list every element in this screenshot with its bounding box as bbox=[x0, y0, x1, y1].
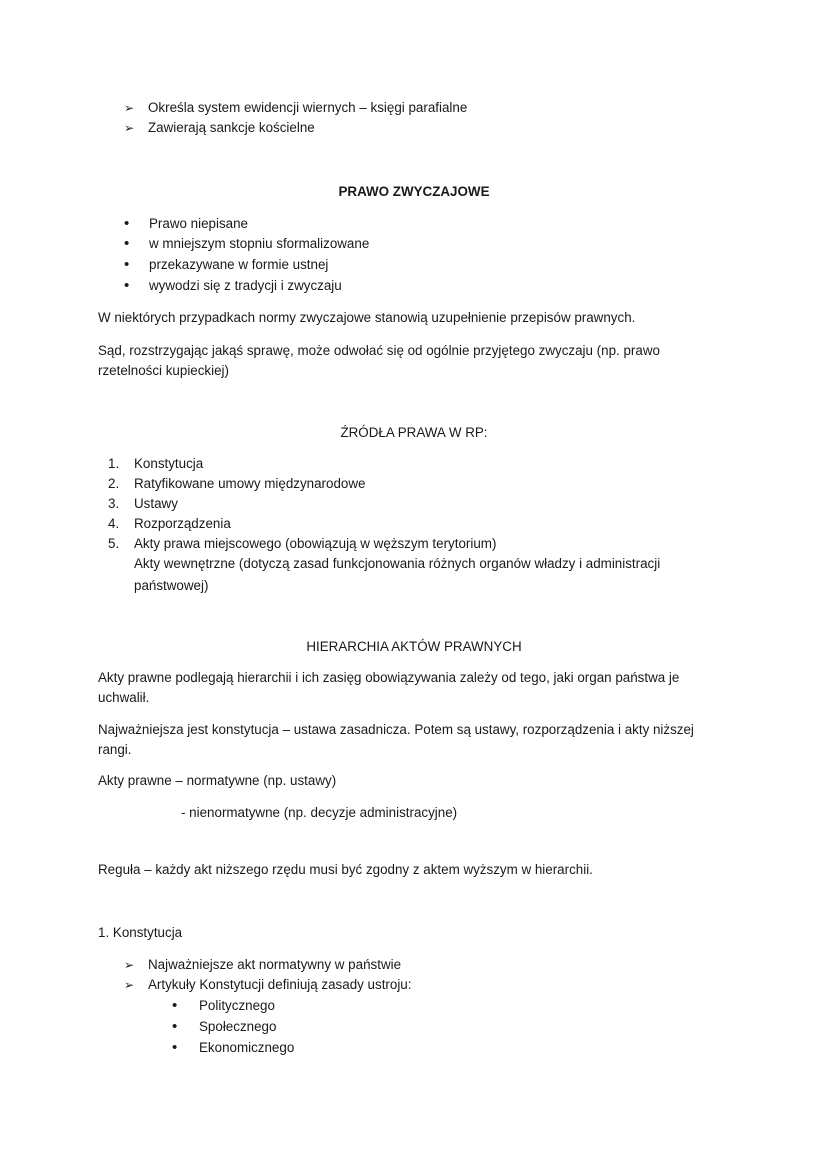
dot-bullet-icon: • bbox=[172, 1018, 178, 1035]
list-item: Ustawy bbox=[134, 496, 178, 511]
list-item: Ratyfikowane umowy międzynarodowe bbox=[134, 476, 366, 491]
list-item: Ekonomicznego bbox=[199, 1040, 295, 1055]
arrow-bullet-icon: ➢ bbox=[124, 121, 135, 135]
paragraph: Sąd, rozstrzygając jakąś sprawę, może odwołać się od ogólnie przyjętego zwyczaju (np. prawo rzetelności kupieckiej) bbox=[98, 343, 660, 378]
dot-bullet-icon: • bbox=[124, 235, 130, 252]
dot-bullet-icon: • bbox=[124, 215, 130, 232]
section-heading-prawo-zwyczajowe: PRAWO ZWYCZAJOWE bbox=[338, 184, 490, 199]
section-heading-konstytucja: 1. Konstytucja bbox=[98, 925, 183, 940]
list-item: w mniejszym stopniu sformalizowane bbox=[149, 236, 370, 251]
section-heading-hierarchia: HIERARCHIA AKTÓW PRAWNYCH bbox=[306, 639, 522, 654]
list-number: 5. bbox=[108, 536, 120, 551]
rule-paragraph: Reguła – każdy akt niższego rzędu musi być zgodny z aktem wyższym w hierarchii. bbox=[98, 862, 593, 877]
list-item: Rozporządzenia bbox=[134, 516, 231, 531]
list-number: 3. bbox=[108, 496, 120, 511]
arrow-bullet-icon: ➢ bbox=[124, 101, 135, 115]
arrow-bullet-icon: ➢ bbox=[124, 958, 135, 972]
list-number: 1. bbox=[108, 456, 120, 471]
list-item: wywodzi się z tradycji i zwyczaju bbox=[149, 278, 342, 293]
paragraph: Akty prawne podlegają hierarchii i ich zasięg obowiązywania zależy od tego, jaki organ państwa je uchwalił. bbox=[98, 670, 680, 705]
normative-line: Akty prawne – normatywne (np. ustawy) bbox=[98, 773, 337, 788]
list-item: Prawo niepisane bbox=[149, 216, 249, 231]
list-item-continuation: państwowej) bbox=[134, 578, 209, 593]
list-item: Konstytucja bbox=[134, 456, 204, 471]
dot-bullet-icon: • bbox=[172, 1039, 178, 1056]
paragraph: Najważniejsza jest konstytucja – ustawa zasadnicza. Potem są ustawy, rozporządzenia i akty niższej rangi. bbox=[98, 722, 694, 757]
dot-bullet-icon: • bbox=[124, 256, 130, 273]
list-number: 4. bbox=[108, 516, 120, 531]
list-item-continuation: Akty wewnętrzne (dotyczą zasad funkcjonowania różnych organów władzy i administracji bbox=[134, 556, 661, 571]
section-heading-zrodla-prawa: ŹRÓDŁA PRAWA W RP: bbox=[340, 425, 488, 440]
list-item: Społecznego bbox=[199, 1019, 277, 1034]
arrow-bullet-icon: ➢ bbox=[124, 978, 135, 992]
nonnormative-line: - nienormatywne (np. decyzje administracyjne) bbox=[181, 805, 458, 820]
list-item: Politycznego bbox=[199, 998, 275, 1013]
list-item: przekazywane w formie ustnej bbox=[149, 257, 329, 272]
list-item: Akty prawa miejscowego (obowiązują w węższym terytorium) bbox=[134, 536, 497, 551]
list-number: 2. bbox=[108, 476, 120, 491]
paragraph: W niektórych przypadkach normy zwyczajowe stanowią uzupełnienie przepisów prawnych. bbox=[98, 310, 636, 325]
dot-bullet-icon: • bbox=[124, 277, 130, 294]
dot-bullet-icon: • bbox=[172, 997, 178, 1014]
